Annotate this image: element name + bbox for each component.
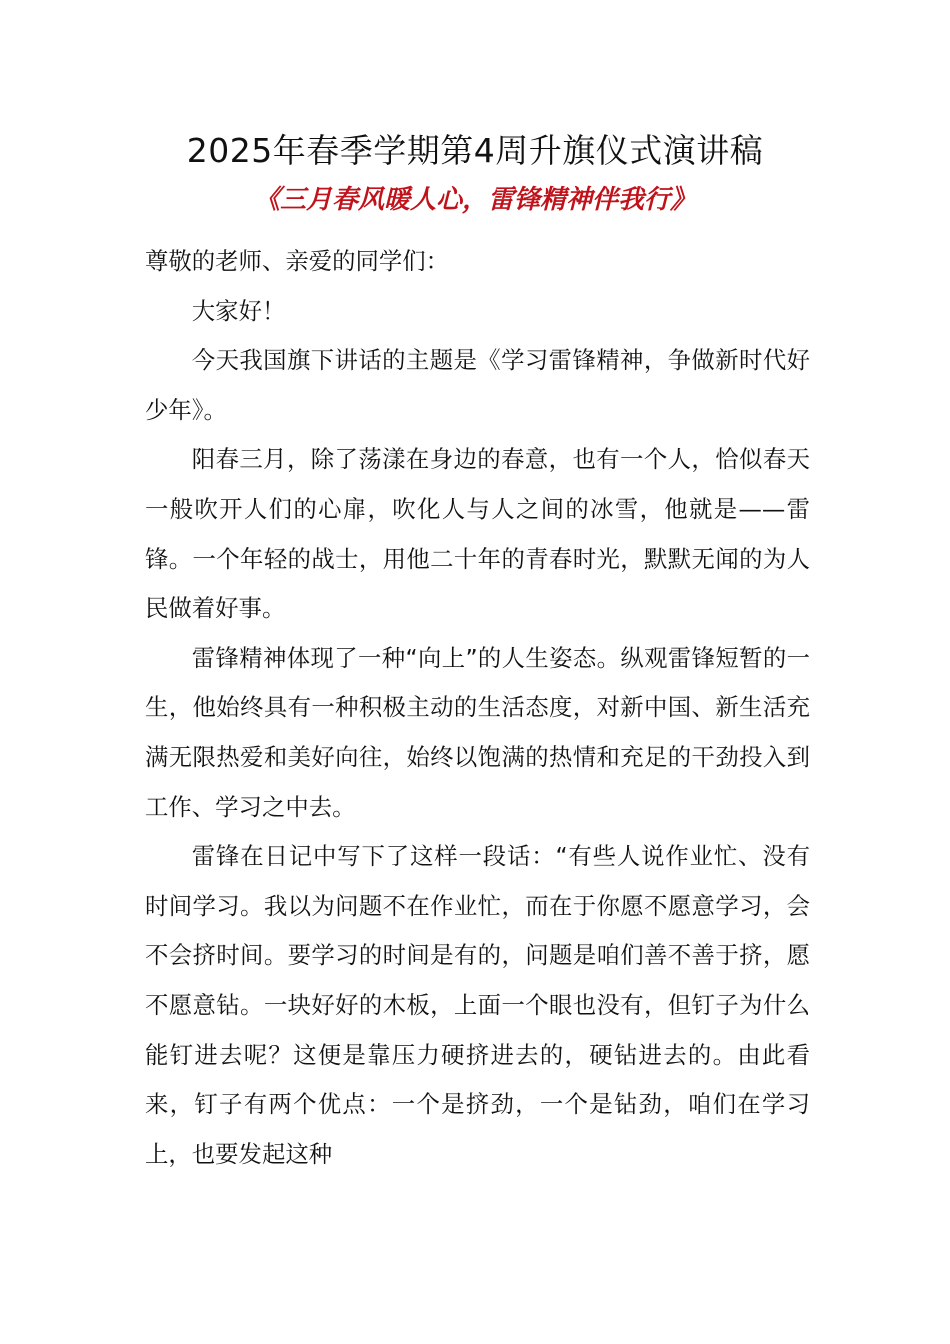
document-title: 2025年春季学期第4周升旗仪式演讲稿 xyxy=(186,131,764,170)
salutation: 尊敬的老师、亲爱的同学们： xyxy=(145,247,450,275)
document-body xyxy=(145,237,810,1179)
paragraph-greeting: 大家好！ xyxy=(191,296,286,325)
paragraph-spirit: 雷锋精神体现了一种“向上”的人生姿态。纵观雷锋短暂的一生，他始终具有一种积极主动的生活态度，对新中国、新生活充满无限热爱和美好向往，始终以饱满的热情和充足的干劲投入到工作、学习之中去。 xyxy=(145,643,810,821)
paragraph-theme: 今天我国旗下讲话的主题是《学习雷锋精神，争做新时代好少年》。 xyxy=(145,346,810,424)
paragraph-diary: 雷锋在日记中写下了这样一段话：“有些人说作业忙、没有时间学习。我以为问题不在作业忙，而在于你愿不愿意学习，会不会挤时间。要学习的时间是有的，问题是咱们善不善于挤，愿不愿意钻。一块好好的木板，上面一个眼也没有，但钉子为什么能钉进去呢？这便是靠压力硬挤进去的，硬钻进去的。由此看来，钉子有两个优点：一个是挤劲，一个是钻劲，咱们在学习上，也要发起这种 xyxy=(145,842,810,1168)
paragraph-spring: 阳春三月，除了荡漾在身边的春意，也有一个人，恰似春天一般吹开人们的心扉，吹化人与人之间的冰雪，他就是——雷锋。一个年轻的战士，用他二十年的青春时光，默默无闻的为人民做着好事。 xyxy=(145,445,810,623)
document-subtitle: 《三月春风暖人心，雷锋精神伴我行》 xyxy=(253,185,696,215)
